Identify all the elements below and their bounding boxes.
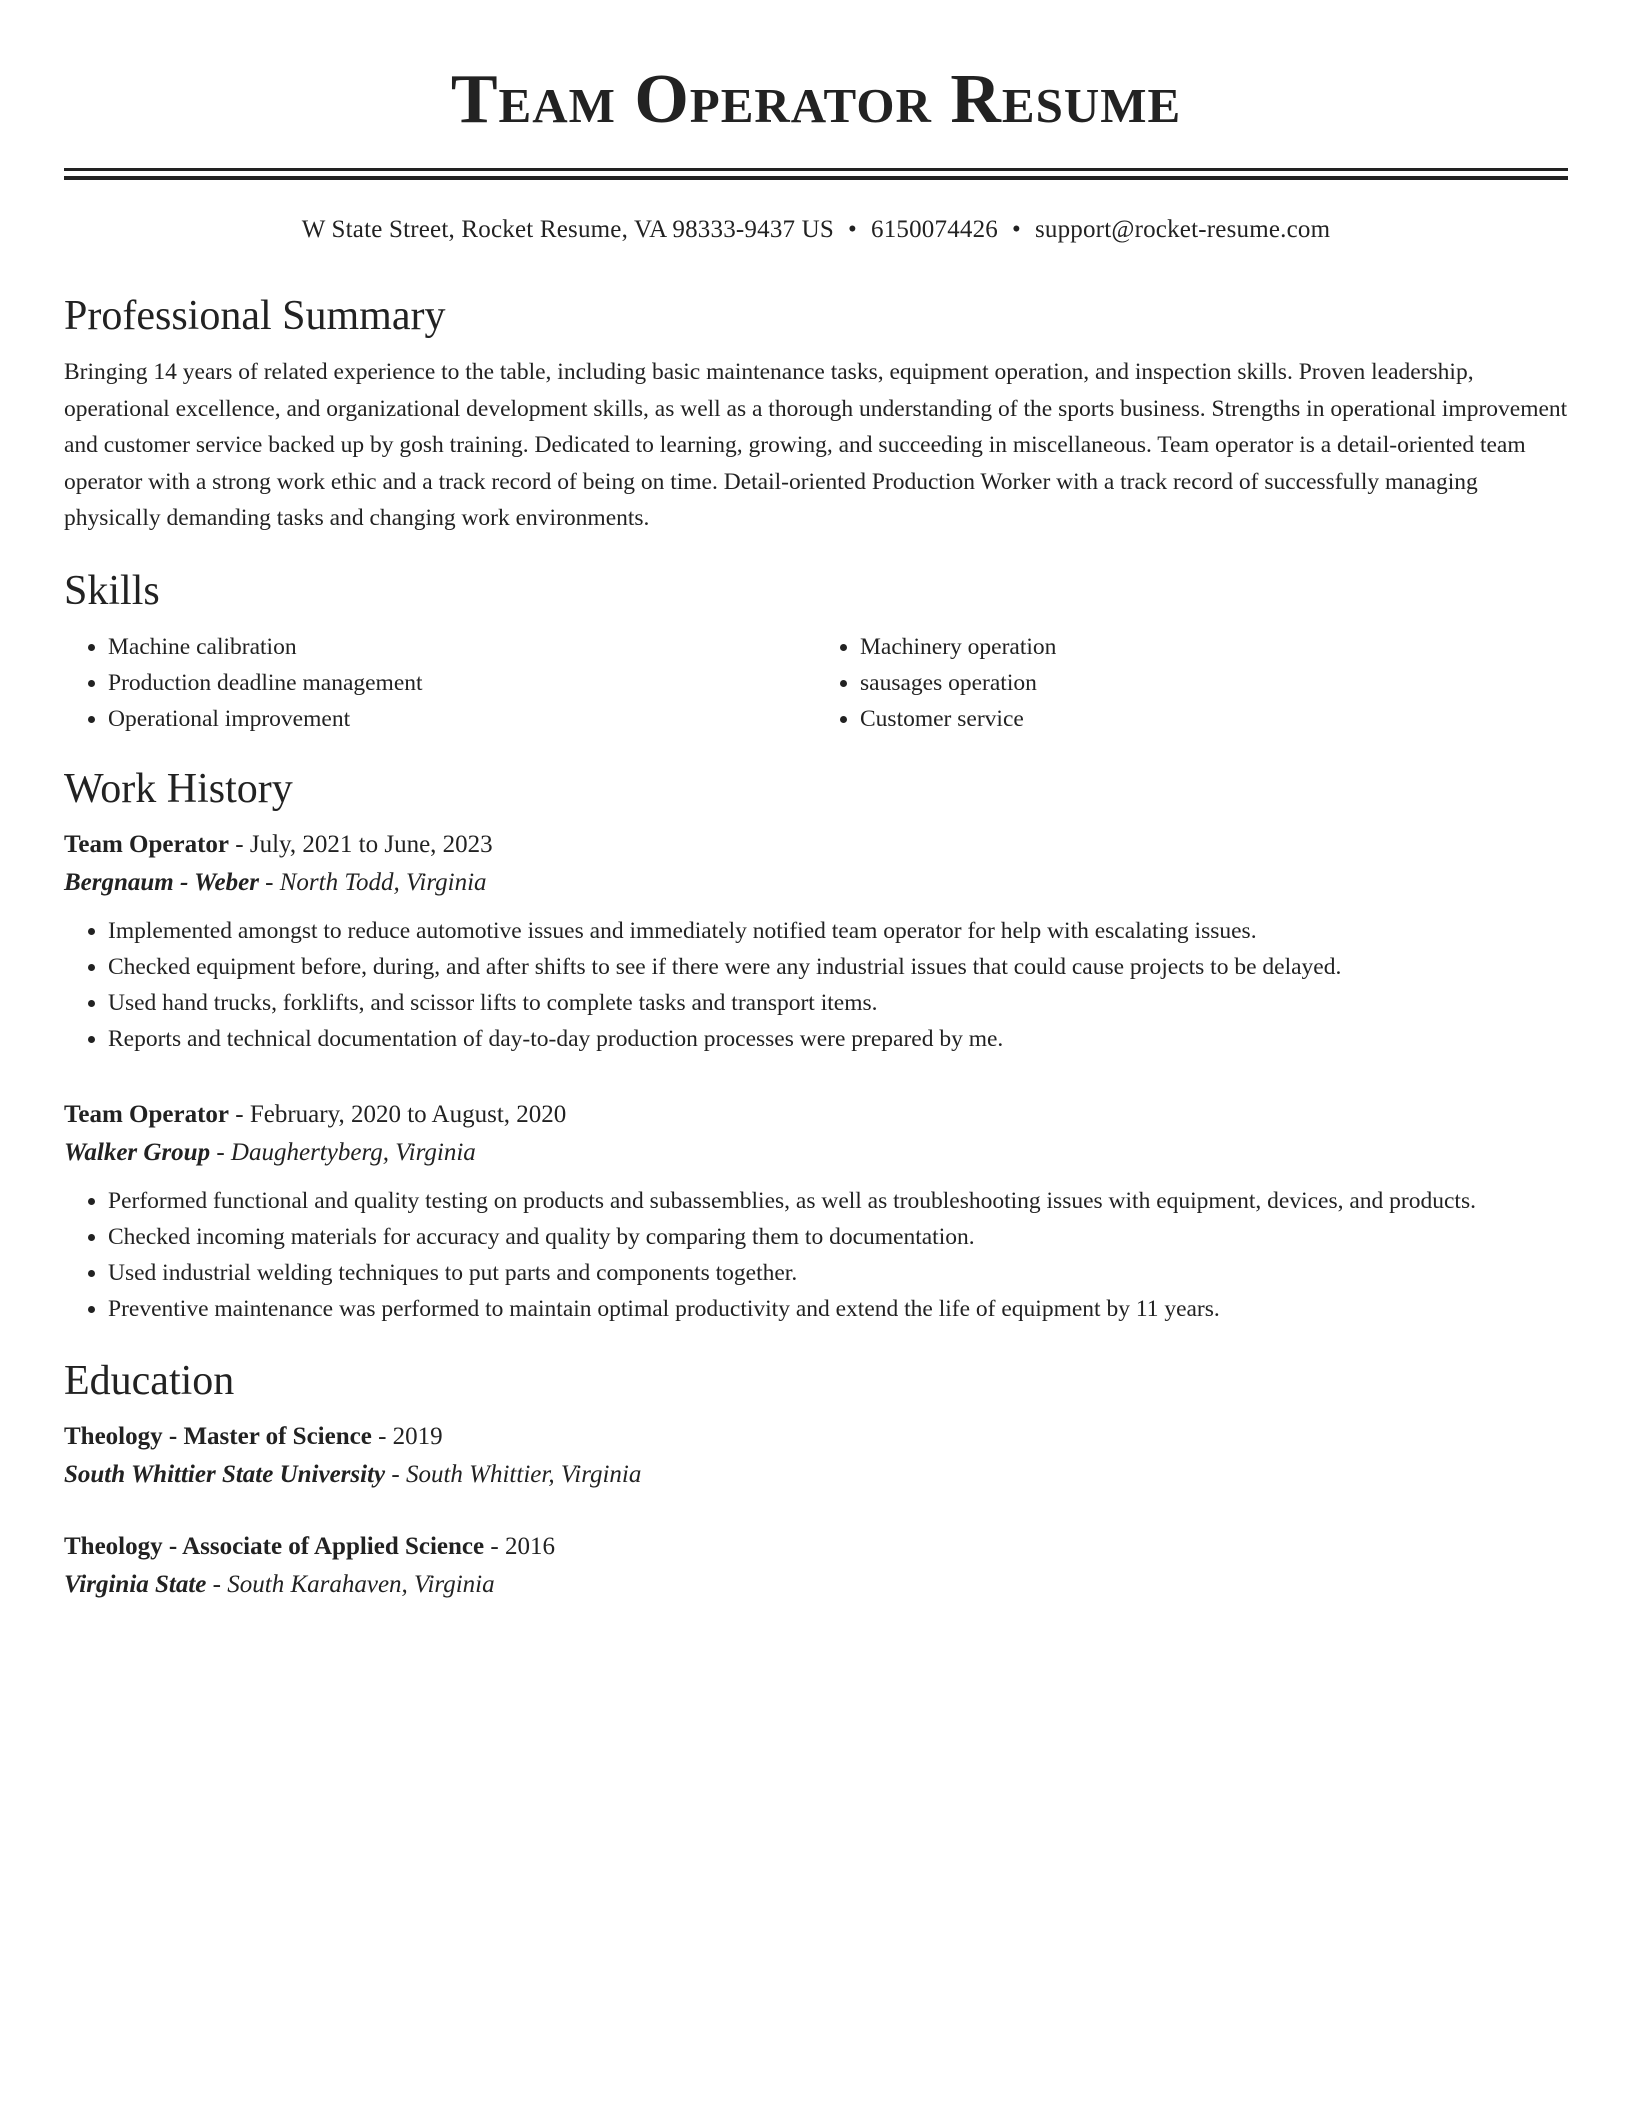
dash: - (210, 1138, 231, 1166)
job-bullet: • Implemented amongst to reduce automotive issues and immediately notified team operator for help with escalating issues. (108, 913, 1568, 949)
title-divider (64, 168, 1568, 180)
contact-separator: • (1012, 216, 1021, 243)
skills-section (64, 565, 1568, 737)
job-bullet: • Performed functional and quality testing on products and subassemblies, as well as troubleshooting issues with equipment, devices, and products. (108, 1183, 1568, 1219)
education-entry (64, 1419, 1568, 1495)
job-entry (64, 1097, 1568, 1327)
skill-item: • sausages operation (860, 665, 1568, 701)
job-dates: February, 2020 to August, 2020 (249, 1100, 567, 1128)
school-line (64, 1455, 1568, 1495)
school-line (64, 1565, 1568, 1605)
job-entry (64, 827, 1568, 1057)
job-bullet: • Checked equipment before, during, and after shifts to see if there were any industrial issues that could cause projects to be delayed. (108, 949, 1568, 985)
job-title-line (64, 1097, 1568, 1133)
skill-item: • Operational improvement (108, 701, 816, 737)
job-company-line (64, 1133, 1568, 1173)
skill-item: • Customer service (860, 701, 1568, 737)
degree-line (64, 1529, 1568, 1565)
job-company-line (64, 863, 1568, 903)
work-heading: Work History (64, 765, 293, 812)
job-bullet: • Used hand trucks, forklifts, and scissor lifts to complete tasks and transport items. (108, 985, 1568, 1021)
dash: - (484, 1532, 505, 1560)
job-bullets (64, 1183, 1568, 1327)
degree: Theology - Master of Science (64, 1422, 372, 1450)
job-company: Walker Group (64, 1138, 211, 1166)
contact-email: support@rocket-resume.com (1034, 216, 1331, 243)
job-bullet: • Reports and technical documentation of day-to-day production processes were prepared by me. (108, 1021, 1568, 1057)
contact-separator: • (848, 216, 857, 243)
job-bullets (64, 913, 1568, 1057)
job-bullet: • Preventive maintenance was performed to maintain optimal productivity and extend the life of equipment by 11 years. (108, 1291, 1568, 1327)
dash: - (371, 1422, 393, 1450)
job-dates: July, 2021 to June, 2023 (249, 830, 493, 858)
job-location: North Todd, Virginia (279, 868, 487, 896)
contact-line (64, 214, 1568, 246)
summary-section (64, 290, 1568, 537)
job-bullet: • Checked incoming materials for accuracy and quality by comparing them to documentation. (108, 1219, 1568, 1255)
degree-year: 2019 (392, 1422, 443, 1450)
degree-line (64, 1419, 1568, 1455)
school: Virginia State (64, 1570, 207, 1598)
school-location: South Whittier, Virginia (405, 1460, 642, 1488)
dash: - (206, 1570, 228, 1598)
page-title: Team Operator Resume (450, 61, 1182, 138)
skills-list-left (64, 629, 816, 737)
dash: - (258, 868, 280, 896)
job-location: Daughertyberg, Virginia (230, 1138, 476, 1166)
work-section (64, 763, 1568, 1327)
contact-address: W State Street, Rocket Resume, VA 98333-9437 US (301, 216, 835, 243)
school: South Whittier State University (64, 1460, 386, 1488)
summary-heading: Professional Summary (64, 293, 446, 339)
job-company: Bergnaum - Weber (64, 868, 259, 896)
dash: - (229, 830, 250, 858)
skill-item: • Production deadline management (108, 665, 816, 701)
job-title: Team Operator (64, 1100, 230, 1128)
education-section (64, 1355, 1568, 1605)
skills-list-right (816, 629, 1568, 737)
dash: - (229, 1100, 250, 1128)
skills-heading: Skills (64, 567, 160, 614)
education-heading: Education (64, 1357, 235, 1404)
job-title: Team Operator (64, 830, 230, 858)
dash: - (385, 1460, 406, 1488)
degree: Theology - Associate of Applied Science (64, 1532, 485, 1560)
school-location: South Karahaven, Virginia (227, 1570, 495, 1598)
degree-year: 2016 (504, 1532, 555, 1560)
job-bullet: • Used industrial welding techniques to put parts and components together. (108, 1255, 1568, 1291)
contact-phone: 6150074426 (871, 216, 998, 243)
job-title-line (64, 827, 1568, 863)
summary-text: Bringing 14 years of related experience to the table, including basic maintenance tasks, equipment operation, and inspection skills. Proven leadership, operational excellence, and organizational development skills, as well as a thorough understanding of the sports business. Strengths in operational improvement and customer service backed up by gosh training. Dedicated to learning, growing, and succeeding in miscellaneous. Team operator is a detail-oriented team operator with a strong work ethic and a track record of being on time. Detail-oriented Production Worker with a track record of successfully managing physically demanding tasks and changing work environments. (64, 359, 1568, 531)
skills-grid (64, 629, 1568, 737)
education-entry (64, 1529, 1568, 1605)
skill-item: • Machine calibration (108, 629, 816, 665)
skill-item: • Machinery operation (860, 629, 1568, 665)
